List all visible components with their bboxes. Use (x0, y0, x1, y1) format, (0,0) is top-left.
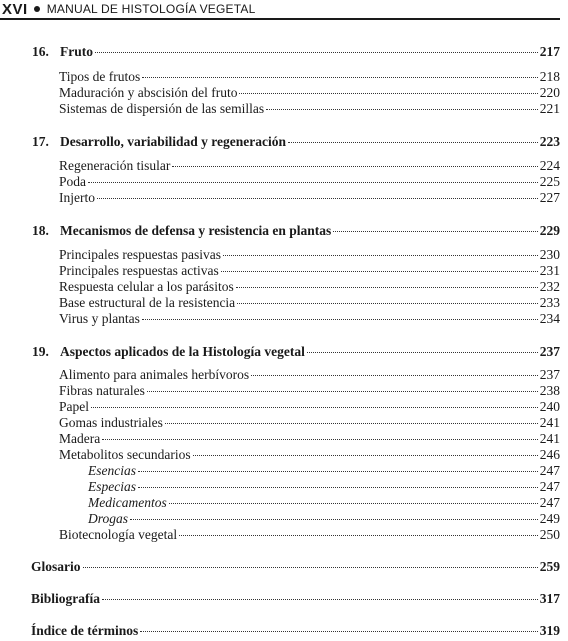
dot-leader (138, 487, 538, 488)
entry-title: Alimento para animales herbívoros (59, 367, 250, 382)
toc-section-entry (59, 430, 560, 447)
chapter-number: 16. (32, 44, 49, 59)
page-number: 247 (539, 463, 560, 478)
entry-title: Biotecnología vegetal (59, 527, 178, 542)
entry-title: Fibras naturales (59, 383, 145, 398)
entry-title: Drogas (88, 511, 129, 526)
entry-title: Poda (59, 174, 86, 189)
toc-section-entry (59, 310, 560, 327)
page-number: 241 (539, 431, 560, 446)
toc-chapter-entry (31, 558, 560, 575)
toc-chapter-entry (32, 222, 560, 239)
dot-leader (147, 391, 538, 392)
page-number: 240 (539, 399, 560, 414)
dot-leader (165, 423, 538, 424)
dot-leader (142, 319, 538, 320)
toc-section-entry (59, 68, 560, 85)
toc-section-entry (59, 262, 560, 279)
dot-leader (102, 599, 538, 600)
dot-leader (88, 182, 538, 183)
dot-leader (172, 166, 537, 167)
page-number: 230 (539, 247, 560, 262)
dot-leader (138, 471, 538, 472)
page-number-roman: XVI (2, 0, 28, 18)
page-number: 223 (539, 134, 560, 149)
toc-section-entry (59, 246, 560, 263)
chapter-number: 19. (32, 344, 49, 359)
entry-title: Aspectos aplicados de la Histología vegetal (60, 344, 305, 359)
entry-title: Esencias (88, 463, 136, 478)
entry-title: Injerto (59, 190, 95, 205)
entry-title: Índice de términos (31, 623, 139, 638)
toc-section-entry (59, 189, 560, 206)
page-number: 237 (539, 367, 560, 382)
dot-leader (169, 503, 538, 504)
entry-title: Maduración y abscisión del fruto (59, 85, 238, 100)
dot-leader (179, 535, 538, 536)
page-number: 229 (539, 223, 560, 238)
page-number: 224 (539, 158, 560, 173)
toc-section-entry (59, 157, 560, 174)
dot-leader (266, 109, 538, 110)
entry-title: Mecanismos de defensa y resistencia en plantas (60, 223, 332, 238)
page-number: 227 (539, 190, 560, 205)
entry-title: Desarrollo, variabilidad y regeneración (60, 134, 286, 149)
toc-chapter-entry (32, 43, 560, 60)
page-number: 233 (539, 295, 560, 310)
toc-section-entry (59, 278, 560, 295)
toc-section-entry (59, 414, 560, 431)
page-number: 246 (539, 447, 560, 462)
toc-subsection-entry (88, 462, 560, 479)
entry-title: Principales respuestas pasivas (59, 247, 221, 262)
dot-leader (193, 455, 538, 456)
entry-title: Medicamentos (88, 495, 167, 510)
dot-leader (251, 375, 538, 376)
entry-title: Fruto (60, 44, 93, 59)
page-number: 319 (539, 623, 560, 638)
toc-section-entry (59, 294, 560, 311)
entry-title: Principales respuestas activas (59, 263, 219, 278)
entry-title: Glosario (31, 559, 81, 574)
entry-title: Gomas industriales (59, 415, 163, 430)
dot-leader (140, 631, 538, 632)
page-number: 247 (539, 495, 560, 510)
toc-section-entry (59, 173, 560, 190)
page-number: 218 (539, 69, 560, 84)
book-title: MANUAL DE HISTOLOGÍA VEGETAL (46, 2, 256, 16)
dot-leader (307, 352, 538, 353)
entry-title: Tipos de frutos (59, 69, 141, 84)
dot-leader (236, 287, 538, 288)
toc-chapter-entry (31, 590, 560, 607)
page-number: 250 (539, 527, 560, 542)
page-number: 225 (539, 174, 560, 189)
toc-chapter-entry (32, 343, 560, 360)
entry-title: Especias (88, 479, 136, 494)
entry-title: Sistemas de dispersión de las semillas (59, 101, 265, 116)
page-number: 231 (539, 263, 560, 278)
dot-leader (142, 77, 537, 78)
page-number: 217 (539, 44, 560, 59)
page-number: 238 (539, 383, 560, 398)
page-number: 259 (539, 559, 560, 574)
toc-section-entry (59, 100, 560, 117)
dot-leader (221, 271, 538, 272)
entry-title: Regeneración tisular (59, 158, 171, 173)
page-number: 221 (539, 101, 560, 116)
entry-title: Metabolitos secundarios (59, 447, 191, 462)
toc-section-entry (59, 366, 560, 383)
dot-leader (83, 567, 538, 568)
entry-title: Papel (59, 399, 89, 414)
toc-subsection-entry (88, 494, 560, 511)
toc-section-entry (59, 382, 560, 399)
toc-section-entry (59, 84, 560, 101)
entry-title: Virus y plantas (59, 311, 140, 326)
dot-leader (288, 142, 538, 143)
page-number: 232 (539, 279, 560, 294)
dot-leader (239, 93, 537, 94)
dot-leader (237, 303, 538, 304)
entry-title: Bibliografía (31, 591, 101, 606)
toc-section-entry (59, 526, 560, 543)
chapter-number: 17. (32, 134, 49, 149)
chapter-number: 18. (32, 223, 49, 238)
page-number: 249 (539, 511, 560, 526)
page-number: 247 (539, 479, 560, 494)
toc-chapter-entry (31, 622, 560, 639)
page-number: 237 (539, 344, 560, 359)
toc-subsection-entry (88, 478, 560, 495)
page-number: 241 (539, 415, 560, 430)
toc-section-entry (59, 446, 560, 463)
dot-leader (102, 439, 538, 440)
entry-title: Madera (59, 431, 101, 446)
toc-chapter-entry (32, 133, 560, 150)
toc-subsection-entry (88, 510, 560, 527)
dot-leader (223, 255, 538, 256)
entry-title: Base estructural de la resistencia (59, 295, 236, 310)
page-number: 234 (539, 311, 560, 326)
page-number: 220 (539, 85, 560, 100)
toc-section-entry (59, 398, 560, 415)
dot-leader (130, 519, 538, 520)
dot-leader (91, 407, 538, 408)
dot-leader (95, 52, 538, 53)
dot-leader (333, 231, 538, 232)
entry-title: Respuesta celular a los parásitos (59, 279, 234, 294)
dot-leader (97, 198, 538, 199)
page-number: 317 (539, 591, 560, 606)
